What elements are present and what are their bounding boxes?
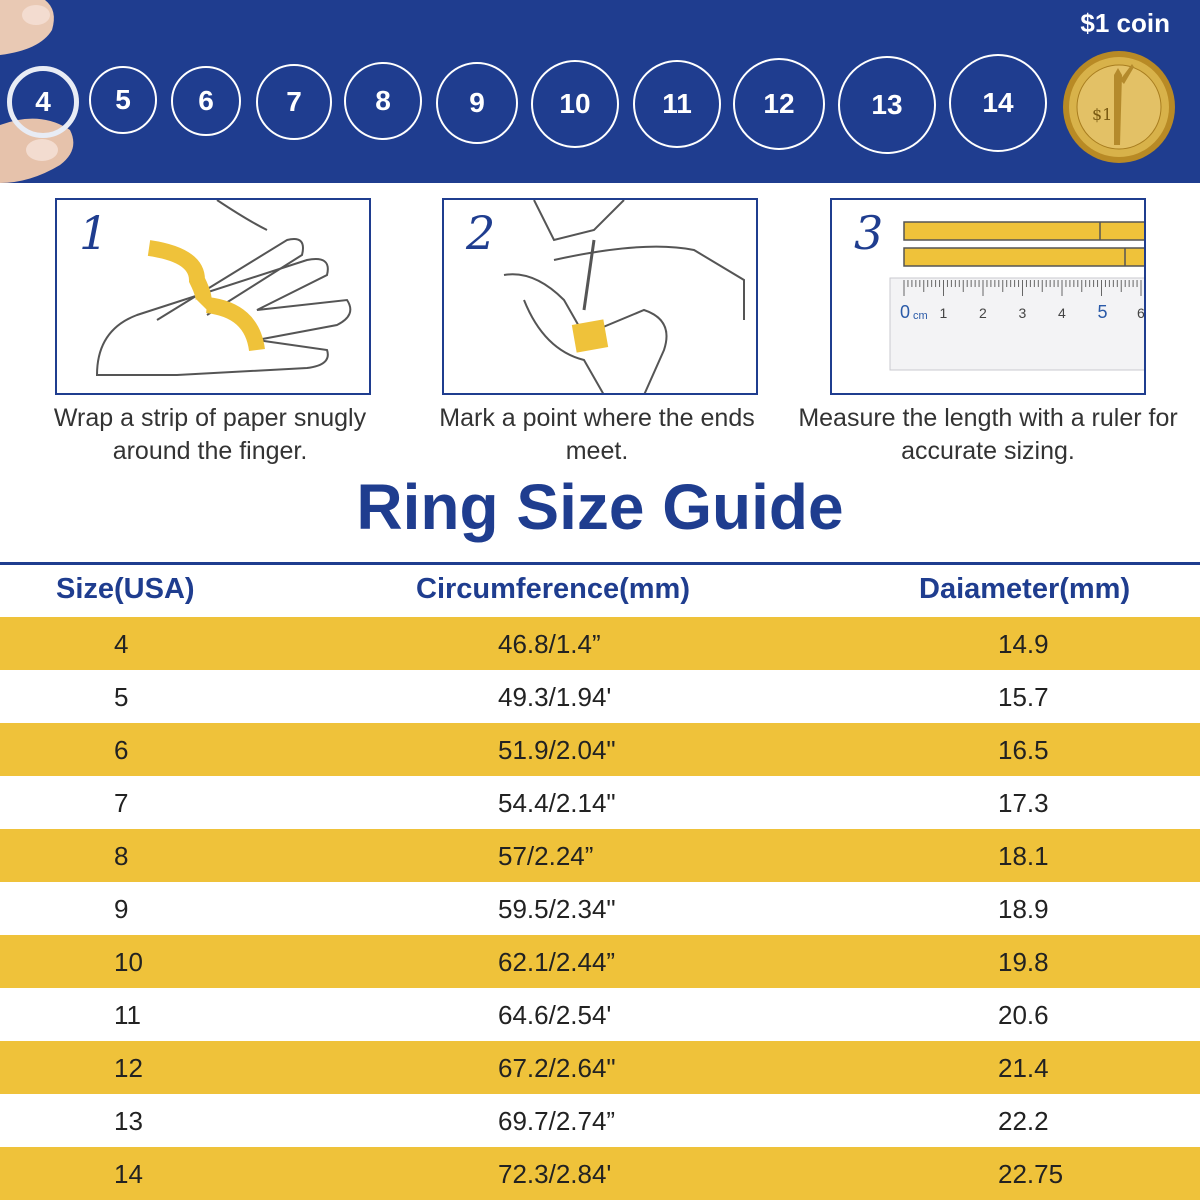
diameter-cell: 19.8 <box>998 947 1049 977</box>
table-row <box>0 988 1200 1041</box>
table-row <box>0 670 1200 723</box>
circumference-cell: 69.7/2.74” <box>498 1106 616 1136</box>
size-circle-11: 11 <box>633 60 721 148</box>
size-cell: 7 <box>114 788 129 818</box>
circumference-cell: 59.5/2.34" <box>498 894 616 924</box>
step-number: 2 <box>466 206 496 260</box>
table-row <box>0 882 1200 935</box>
size-circle-6: 6 <box>171 66 241 136</box>
circumference-cell: 49.3/1.94' <box>498 682 612 712</box>
circumference-cell: 72.3/2.84' <box>498 1159 612 1189</box>
diameter-cell: 17.3 <box>998 788 1049 818</box>
size-circle-7: 7 <box>256 64 332 140</box>
step-1-panel <box>55 198 371 395</box>
size-cell: 5 <box>114 682 129 712</box>
step-number: 1 <box>79 206 109 260</box>
table-row <box>0 1147 1200 1200</box>
ruler-tick-label: 0 <box>900 302 911 322</box>
table-row <box>0 1041 1200 1094</box>
coin-label: $1 coin <box>1080 8 1170 38</box>
size-cell: 10 <box>114 947 143 977</box>
diameter-cell: 22.2 <box>998 1106 1049 1136</box>
header-circumference: Circumference(mm) <box>416 573 690 605</box>
table-row <box>0 776 1200 829</box>
header-size: Size(USA) <box>56 573 195 605</box>
table-row <box>0 1094 1200 1147</box>
header-diameter: Daiameter(mm) <box>919 573 1131 605</box>
ruler-tick-label: 6 <box>1137 305 1145 321</box>
size-circle-9: 9 <box>436 62 518 144</box>
ruler-tick-label: 4 <box>1058 305 1066 321</box>
page-title: Ring Size Guide <box>356 471 844 543</box>
table-row <box>0 723 1200 776</box>
svg-text:$1: $1 <box>1092 105 1113 124</box>
diameter-cell: 21.4 <box>998 1053 1049 1083</box>
step-3-caption: Measure the length with a ruler for accurate sizing. <box>798 404 1178 465</box>
size-circle-10: 10 <box>531 60 619 148</box>
diameter-cell: 18.1 <box>998 841 1049 871</box>
ruler-tick-label: 3 <box>1018 305 1027 321</box>
circumference-cell: 46.8/1.4” <box>498 629 601 659</box>
table-row <box>0 935 1200 988</box>
step-2-panel <box>442 198 758 395</box>
size-cell: 11 <box>114 1000 141 1030</box>
table-header <box>0 565 1200 617</box>
size-circle-14: 14 <box>949 54 1047 152</box>
size-circle-4: 4 <box>7 66 79 138</box>
dollar-coin-icon <box>1062 50 1176 164</box>
size-cell: 13 <box>114 1106 143 1136</box>
circumference-cell: 62.1/2.44” <box>498 947 616 977</box>
size-cell: 9 <box>114 894 129 924</box>
step-1-caption: Wrap a strip of paper snugly around the finger. <box>53 404 367 465</box>
size-circle-12: 12 <box>733 58 825 150</box>
ruler-unit-label: cm <box>913 310 928 322</box>
step-number: 3 <box>854 206 884 260</box>
size-circle-5: 5 <box>89 66 157 134</box>
diameter-cell: 15.7 <box>998 682 1049 712</box>
size-circle-8: 8 <box>344 62 422 140</box>
step-3-panel <box>830 198 1146 395</box>
diameter-cell: 22.75 <box>998 1159 1064 1189</box>
diameter-cell: 16.5 <box>998 735 1049 765</box>
size-cell: 8 <box>114 841 129 871</box>
step-2-caption: Mark a point where the ends meet. <box>439 404 755 465</box>
table-row <box>0 829 1200 882</box>
size-cell: 6 <box>114 735 129 765</box>
circumference-cell: 67.2/2.64" <box>498 1053 616 1083</box>
size-table <box>0 565 1200 1200</box>
ruler-tick-label: 1 <box>939 305 948 321</box>
size-cell: 4 <box>114 629 129 659</box>
diameter-cell: 14.9 <box>998 629 1049 659</box>
size-cell: 14 <box>114 1159 143 1189</box>
circumference-cell: 64.6/2.54' <box>498 1000 612 1030</box>
ruler-tick-label: 5 <box>1097 302 1108 322</box>
size-circle-13: 13 <box>838 56 936 154</box>
ruler-tick-label: 2 <box>979 305 987 321</box>
size-cell: 12 <box>114 1053 143 1083</box>
circumference-cell: 57/2.24” <box>498 841 594 871</box>
circumference-cell: 54.4/2.14" <box>498 788 616 818</box>
diameter-cell: 20.6 <box>998 1000 1049 1030</box>
circumference-cell: 51.9/2.04" <box>498 735 616 765</box>
diameter-cell: 18.9 <box>998 894 1049 924</box>
table-row <box>0 617 1200 670</box>
ring-size-banner <box>0 0 1200 183</box>
